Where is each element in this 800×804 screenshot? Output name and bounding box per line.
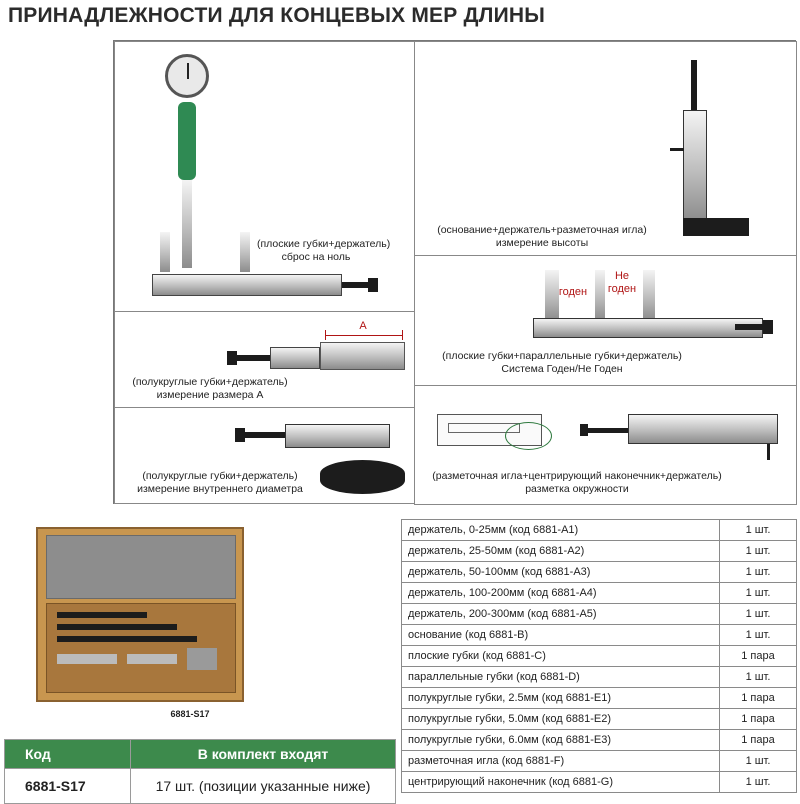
- gauge-stem: [182, 180, 192, 268]
- holder-body: [533, 318, 763, 338]
- caption-inner-diameter: (полукруглые губки+держатель) измерение внутреннего диаметра: [137, 470, 303, 495]
- marking-arc: [505, 422, 552, 450]
- parallel-jaw-right: [643, 270, 655, 320]
- holder-body: [285, 424, 390, 448]
- table-row: [402, 625, 797, 646]
- holder-body: [152, 274, 342, 296]
- header-contents: В комплект входят: [131, 740, 396, 769]
- component-name: держатель, 0-25мм (код 6881-A1): [402, 520, 720, 541]
- component-qty: 1 шт.: [720, 625, 797, 646]
- kit-caption: 6881-S17: [170, 709, 210, 719]
- base-block: [683, 218, 749, 236]
- caption-go-nogo: (плоские губки+параллельные губки+держатель) Система Годен/Не Годен: [442, 350, 682, 375]
- scriber-needle: [670, 148, 684, 151]
- component-name: центрирующий наконечник (код 6881-G): [402, 772, 720, 793]
- panel-go-nogo: [414, 255, 797, 386]
- holder-screw: [342, 282, 368, 288]
- component-name: основание (код 6881-B): [402, 625, 720, 646]
- dial-gauge-image: [165, 54, 209, 98]
- caption-size-a: (полукруглые губки+держатель) измерение размера A: [132, 376, 288, 401]
- panel-inner-diameter: [114, 407, 415, 504]
- component-name: держатель, 100-200мм (код 6881-A4): [402, 583, 720, 604]
- table-row: [402, 562, 797, 583]
- kit-table-row: [5, 769, 396, 804]
- component-name: параллельные губки (код 6881-D): [402, 667, 720, 688]
- components-table: [401, 519, 797, 793]
- panel-circle-marking: [414, 385, 797, 505]
- component-name: полукруглые губки, 6.0мм (код 6881-E3): [402, 730, 720, 751]
- table-row: [402, 541, 797, 562]
- component-qty: 1 пара: [720, 646, 797, 667]
- component-qty: 1 шт.: [720, 520, 797, 541]
- flat-jaw-right: [240, 232, 250, 272]
- component-name: держатель, 25-50мм (код 6881-A2): [402, 541, 720, 562]
- component-qty: 1 пара: [720, 688, 797, 709]
- label-nogo: Не годен: [607, 270, 637, 295]
- kit-table-header: [5, 740, 396, 769]
- component-name: полукруглые губки, 5.0мм (код 6881-E2): [402, 709, 720, 730]
- component-qty: 1 шт.: [720, 751, 797, 772]
- component-qty: 1 шт.: [720, 583, 797, 604]
- scriber-needle: [767, 444, 770, 460]
- caption-circle-marking: (разметочная игла+центрирующий наконечник+держатель) разметка окружности: [432, 470, 722, 495]
- label-a: A: [359, 320, 367, 332]
- holder-knob: [368, 278, 378, 292]
- component-qty: 1 пара: [720, 709, 797, 730]
- panel-height: [414, 41, 797, 256]
- table-row: [402, 604, 797, 625]
- component-name: держатель, 200-300мм (код 6881-A5): [402, 604, 720, 625]
- component-name: разметочная игла (код 6881-F): [402, 751, 720, 772]
- holder-body: [628, 414, 778, 444]
- kit-case-image: [36, 527, 244, 702]
- holder-screw: [245, 432, 285, 438]
- table-row: [402, 772, 797, 793]
- holder-knob: [227, 351, 237, 365]
- table-row: [402, 709, 797, 730]
- flat-jaw-left: [160, 232, 170, 272]
- caption-zero-reset: (плоские губки+держатель) сброс на ноль: [257, 238, 391, 263]
- holder-vertical: [683, 110, 707, 222]
- gauge-green-grip: [178, 102, 196, 180]
- kit-code: 6881-S17: [5, 769, 131, 804]
- threaded-rod: [588, 428, 630, 433]
- scriber-rod: [691, 60, 697, 110]
- component-name: плоские губки (код 6881-C): [402, 646, 720, 667]
- component-name: полукруглые губки, 2.5мм (код 6881-E1): [402, 688, 720, 709]
- page-title: ПРИНАДЛЕЖНОСТИ ДЛЯ КОНЦЕВЫХ МЕР ДЛИНЫ: [8, 4, 545, 27]
- table-row: [402, 667, 797, 688]
- panel-size-a: [114, 311, 415, 408]
- holder-knob: [763, 320, 773, 334]
- component-qty: 1 шт.: [720, 541, 797, 562]
- panel-zero-reset: [114, 41, 415, 312]
- component-qty: 1 пара: [720, 730, 797, 751]
- kit-contents: 17 шт. (позиции указанные ниже): [131, 769, 396, 804]
- caption-height: (основание+держатель+разметочная игла) измерение высоты: [437, 224, 647, 249]
- component-qty: 1 шт.: [720, 604, 797, 625]
- table-row: [402, 520, 797, 541]
- holder-screw: [235, 355, 270, 361]
- component-qty: 1 шт.: [720, 667, 797, 688]
- table-row: [402, 646, 797, 667]
- holder-screw: [735, 324, 765, 330]
- holder-knob: [580, 424, 588, 436]
- table-row: [402, 688, 797, 709]
- holder-knob: [235, 428, 245, 442]
- header-code: Код: [5, 740, 131, 769]
- table-row: [402, 751, 797, 772]
- component-qty: 1 шт.: [720, 772, 797, 793]
- component-name: держатель, 50-100мм (код 6881-A3): [402, 562, 720, 583]
- label-go: годен: [558, 286, 588, 298]
- ring-gauge-image: [320, 460, 405, 494]
- accessories-figure: [113, 40, 796, 504]
- table-row: [402, 583, 797, 604]
- component-qty: 1 шт.: [720, 562, 797, 583]
- table-row: [402, 730, 797, 751]
- half-round-jaws: [320, 342, 405, 370]
- kit-table: [4, 739, 396, 804]
- holder-body: [270, 347, 320, 369]
